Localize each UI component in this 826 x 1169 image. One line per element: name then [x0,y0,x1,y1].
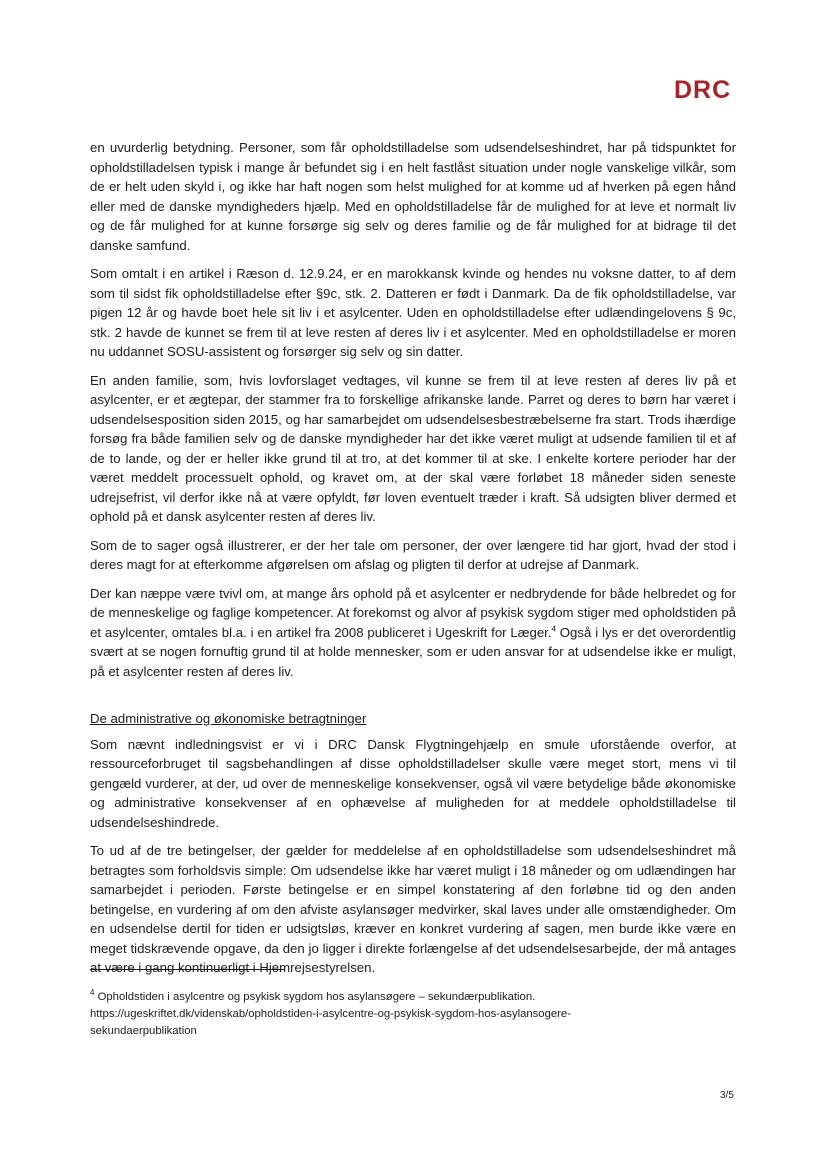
paragraph-6: Som nævnt indledningsvist er vi i DRC Dansk Flygtningehjælp en smule uforstående overfor, at ressourceforbruget til sagsbehandlingen af disse opholdstilladelser skulle være meget stort, mens vi til gengæld vurderer, at der, ud over de menneskelige konsekvenser, også vil være betydelige både økonomiske og administrative konsekvenser af en ophævelse af muligheden for at meddele opholdstilladelse til udsendelseshindrede. [90,736,736,830]
footnote-title: Opholdstiden i asylcentre og psykisk sygdom hos asylansøgere – sekundærpublikation. [94,991,536,1003]
section-heading: De administrative og økonomiske betragtninger [90,711,367,726]
paragraph-5 [90,584,736,682]
footnote-url-line-2[interactable]: sekundaerpublikation [90,1025,197,1037]
drc-logo: DRC [674,76,732,104]
footnote-number: 4 [90,988,95,998]
footnote [90,989,690,1040]
paragraph-5-text: Der kan næppe være tvivl om, at mange års ophold på et asylcenter er nedbrydende for både helbredet og for de menneskelige og faglige kompetencer. At forekomst og alvor af psykisk sygdom stiger med opholdstiden på et asylcenter, omtales bl.a. i en artikel fra 2008 publiceret i Ugeskrift for Læger. [90,585,736,640]
footnote-url-line-1[interactable]: https://ugeskriftet.dk/videnskab/opholdstiden-i-asylcentre-og-psykisk-sygdom-hos-asylansogere- [90,1008,571,1020]
paragraph-3: En anden familie, som, hvis lovforslaget vedtages, vil kunne se frem til at leve resten af deres liv på et asylcenter, er et ægtepar, der stammer fra to forskellige afrikanske lande. Parret og deres to børn har været i udsendelsesposition siden 2015, og har samarbejdet om udsendelsesbestræbelserne fra start. Trods ihærdige forsøg fra både familien selv og de danske myndigheder har det ikke været muligt at udsende familien til et af de to lande, og der er heller ikke grund til at tro, at det kommer til at ske. I enkelte kortere perioder har der været meddelt processuelt ophold, og kravet om, at der skal være forløbet 18 måneder siden seneste udrejsefrist, vil derfor ikke nå at være opfyldt, før loven eventuelt træder i kraft. Så udsigten bliver dermed et ophold på et dansk asylcenter resten af deres liv. [90,372,736,524]
document-body [90,138,736,987]
page-number: 3/5 [720,1090,734,1101]
footnote-separator [90,969,285,970]
paragraph-5-text-continued: Også i lys er det overordentlig svært at se nogen fornuftig grund til at holde mennesker, som er uden ansvar for at udsendelse ikke er muligt, på et asylcenter resten af deres liv. [90,624,736,679]
paragraph-1: en uvurderlig betydning. Personer, som får opholdstilladelse som udsendelseshindret, har på tidspunktet for opholdstilladelsen typisk i mange år befundet sig i en helt fastlåst situation under nogle vanskelige vilkår, som de er helt uden skyld i, og ikke har haft nogen som helst mulighed for at komme ud af hverken på egen hånd eller med de danske myndigheders hjælp. Med en opholdstilladelse får de mulighed for at leve et normalt liv og de får mulighed for at kunne forsørge sig selv og deres familie og de får mulighed for at bidrage til det danske samfund. [90,140,736,253]
footnote-line-1 [90,989,690,1006]
footnote-reference[interactable]: 4 [551,624,556,634]
paragraph-2: Som omtalt i en artikel i Ræson d. 12.9.24, er en marokkansk kvinde og hendes nu voksne datter, to af dem som til sidst fik opholdstilladelse efter §9c, stk. 2. Datteren er født i Danmark. Da de fik opholdstilladelse, var pigen 12 år og havde boet hele sit liv i et asylcenter. Uden en opholdstilladelse efter udlændingelovens § 9c, stk. 2 havde de kunnet se frem til at leve resten af deres liv i et asylcenter. Med en opholdstilladelse er moren nu uddannet SOSU-assistent og forsørger sig selv og sin datter. [90,266,736,359]
paragraph-4: Som de to sager også illustrerer, er der her tale om personer, der over længere tid har gjort, hvad der stod i deres magt for at efterkomme afgørelsen om afslag og pligten til derfor at udrejse af Danmark. [90,537,736,572]
paragraph-7: To ud af de tre betingelser, der gælder for meddelelse af en opholdstilladelse som udsendelseshindret må betragtes som forholdsvis simple: Om udsendelse ikke har været muligt i 18 måneder og om udlændingen har samarbejdet i perioden. Første betingelse er en simpel konstatering af den forløbne tid og den anden betingelse, en vurdering af om den afviste asylansøger medvirker, skal laves under alle omstændigheder. Om en udsendelse dertil for tiden er udsigtsløs, kræver en konkret vurdering af sagen, men burde ikke være en meget tidskrævende opgave, da den jo ligger i direkte forlængelse af det udsendelsesarbejde, der må antages at være i gang kontinuerligt i Hjemrejsestyrelsen. [90,843,736,975]
